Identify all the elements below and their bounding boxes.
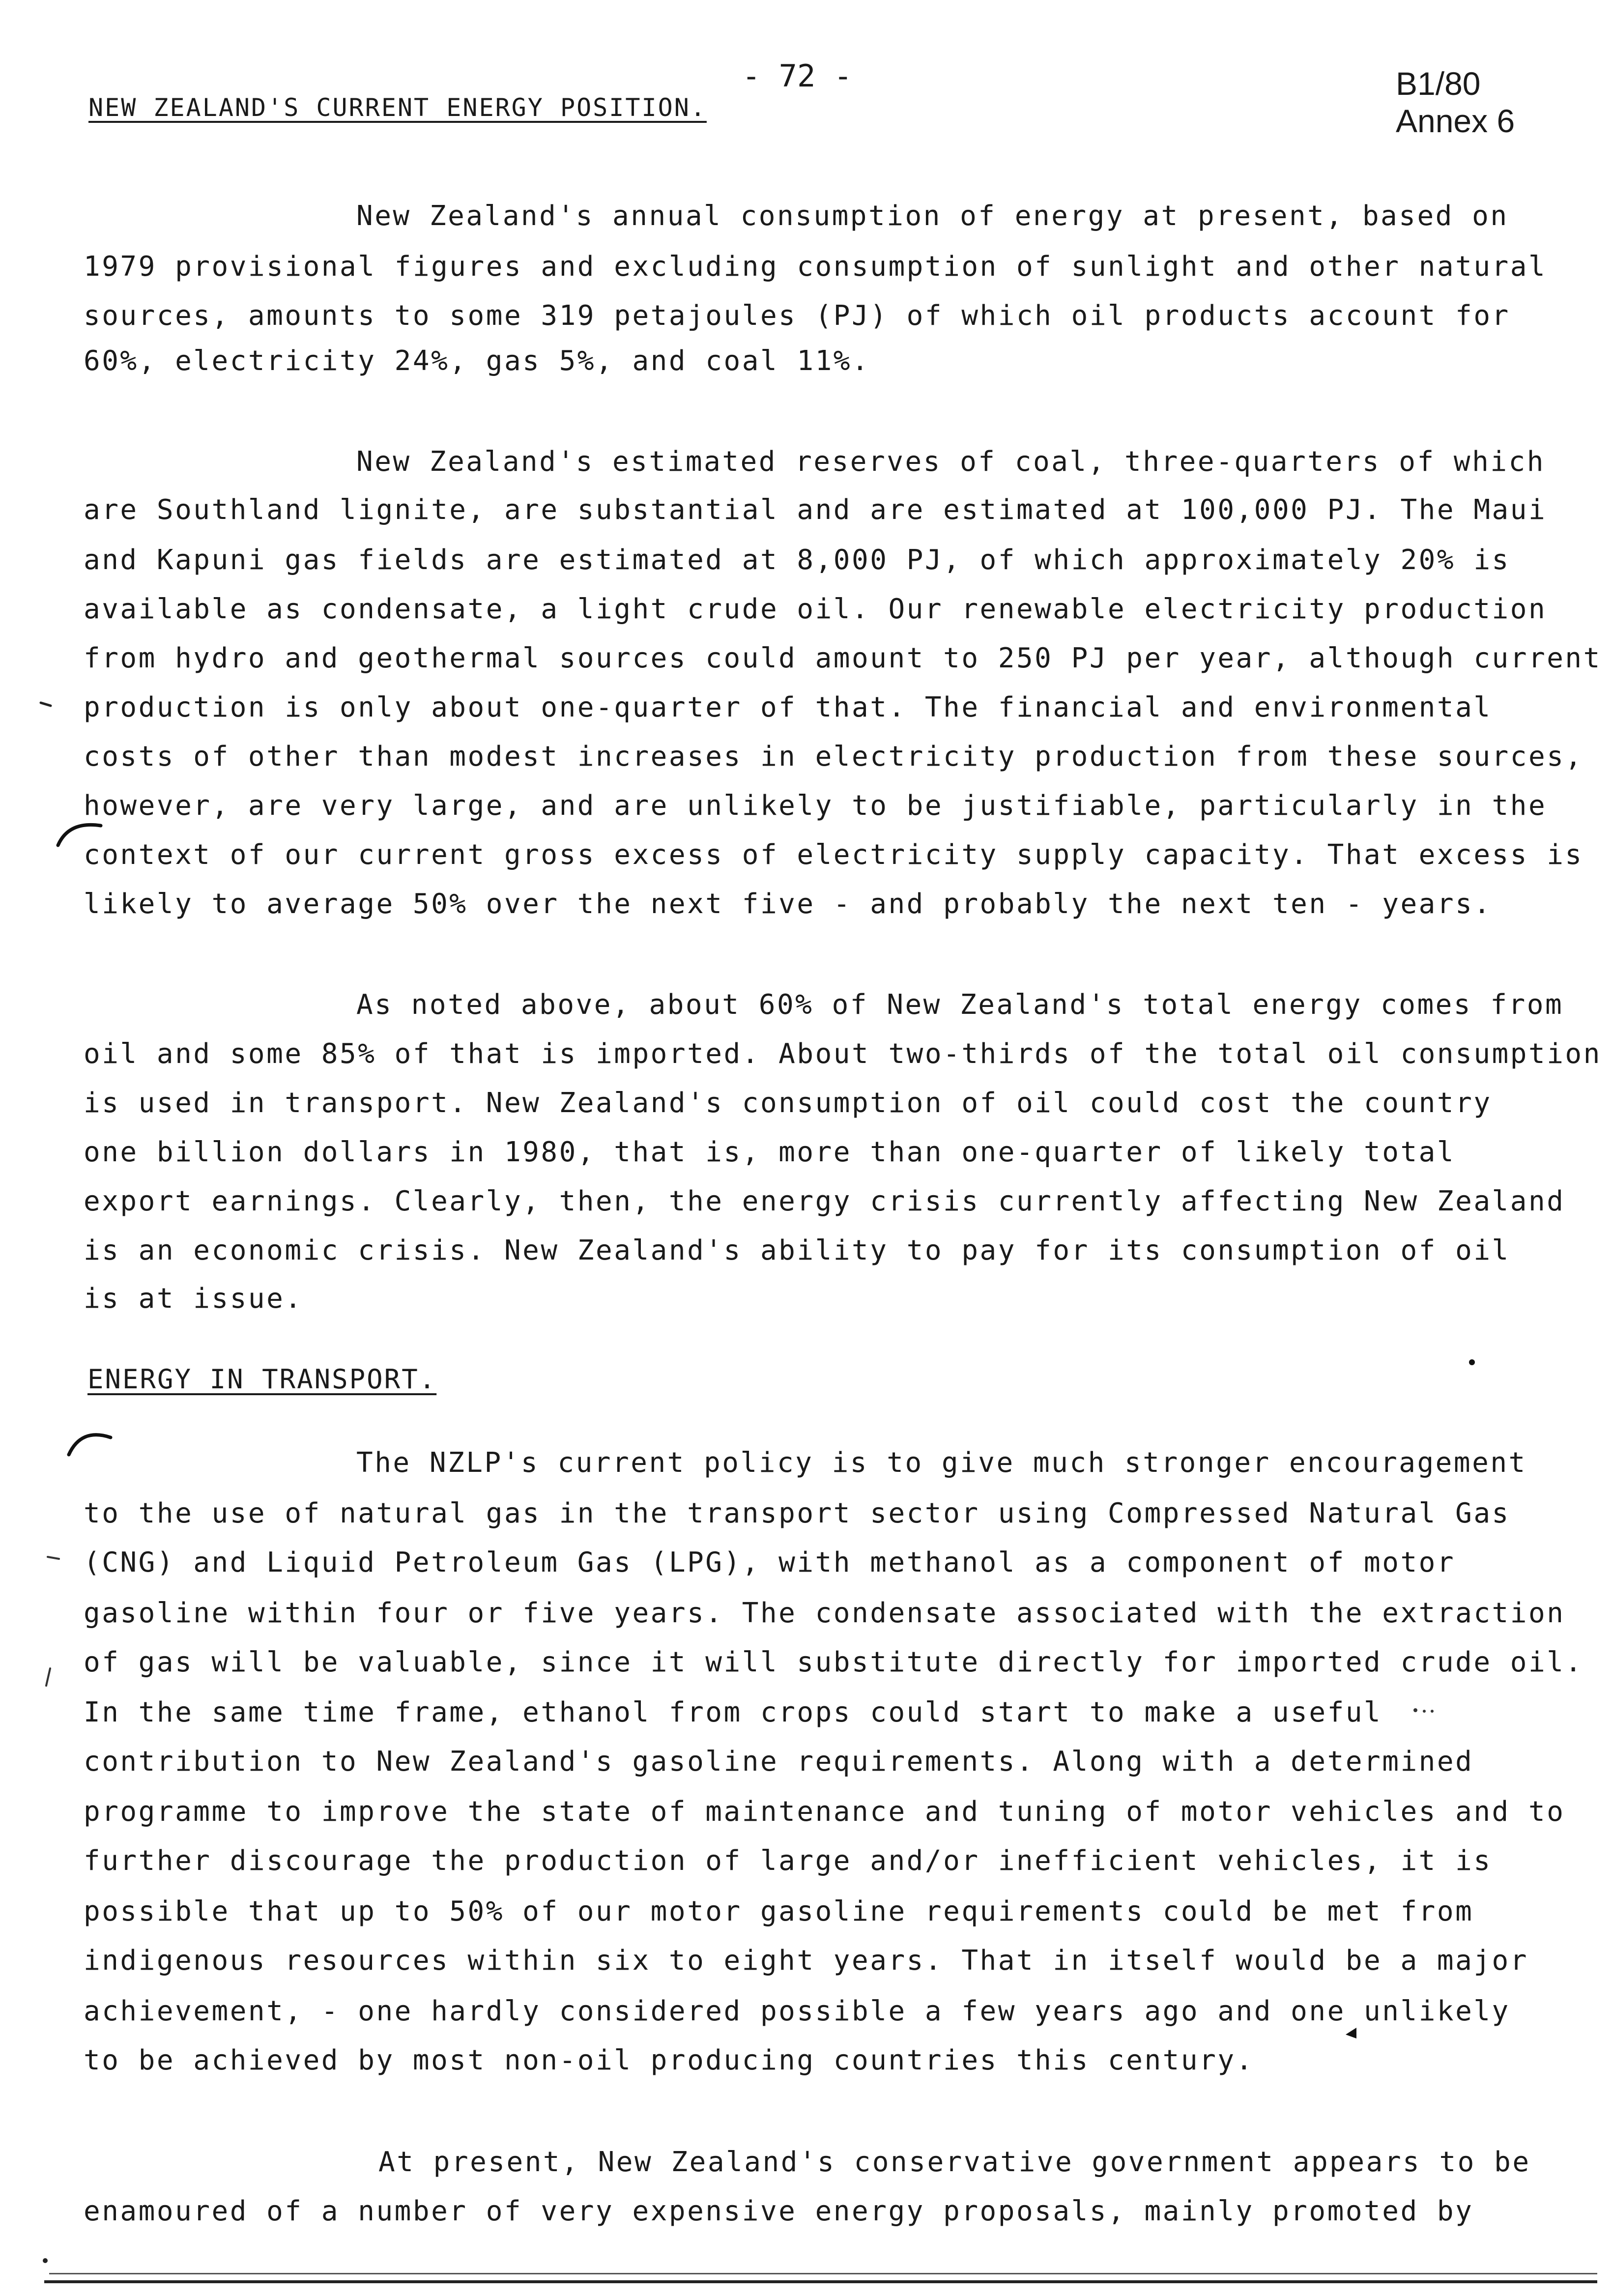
paragraph-line: At present, New Zealand's conservative government appears to be	[378, 2146, 1531, 2178]
page-bottom-rule	[44, 2280, 1597, 2283]
paragraph-line: gasoline within four or five years. The condensate associated with the extraction	[84, 1597, 1565, 1629]
scan-dot	[1467, 1357, 1477, 1367]
document-title: NEW ZEALAND'S CURRENT ENERGY POSITION.	[88, 93, 707, 122]
paragraph-line: enamoured of a number of very expensive energy proposals, mainly promoted by	[84, 2195, 1474, 2227]
scan-dot	[1342, 2024, 1361, 2043]
paragraph-line: possible that up to 50% of our motor gasoline requirements could be met from	[84, 1895, 1474, 1927]
paragraph-line: likely to average 50% over the next five - and probably the next ten - years.	[84, 888, 1492, 920]
paragraph-line: 60%, electricity 24%, gas 5%, and coal 11%.	[84, 345, 870, 377]
section-heading: ENERGY IN TRANSPORT.	[87, 1364, 437, 1395]
paragraph-line: one billion dollars in 1980, that is, more than one-quarter of likely total	[84, 1136, 1456, 1168]
paragraph-line: production is only about one-quarter of that. The financial and environmental	[84, 691, 1492, 723]
page-bottom-rule	[49, 2273, 1597, 2274]
reference-block	[1396, 65, 1515, 140]
paragraph-line: sources, amounts to some 319 petajoules (PJ) of which oil products account for	[84, 300, 1510, 332]
paragraph-line: As noted above, about 60% of New Zealand's total energy comes from	[356, 989, 1564, 1021]
margin-tick-mark	[40, 1666, 60, 1691]
scan-dot	[40, 2256, 50, 2266]
paragraph-line: are Southland lignite, are substantial and are estimated at 100,000 PJ. The Maui	[84, 494, 1547, 526]
paragraph-line: and Kapuni gas fields are estimated at 8,000 PJ, of which approximately 20% is	[84, 544, 1510, 576]
margin-tick-mark	[38, 697, 58, 712]
paragraph-line: export earnings. Clearly, then, the energy crisis currently affecting New Zealand	[84, 1185, 1565, 1217]
paragraph-line: is at issue.	[84, 1283, 303, 1315]
margin-tick-mark	[45, 1552, 65, 1567]
paragraph-line: further discourage the production of large and/or inefficient vehicles, it is	[84, 1845, 1492, 1877]
paragraph-line: of gas will be valuable, since it will substitute directly for imported crude oil.	[84, 1646, 1583, 1678]
paragraph-line: New Zealand's annual consumption of energy at present, based on	[356, 200, 1509, 232]
paragraph-line: programme to improve the state of maintenance and tuning of motor vehicles and to	[84, 1796, 1565, 1828]
annex-label: Annex 6	[1396, 103, 1515, 139]
reference-code: B1/80	[1396, 65, 1481, 102]
paragraph-line: New Zealand's estimated reserves of coal, three-quarters of which	[356, 446, 1545, 478]
paragraph-line: contribution to New Zealand's gasoline requirements. Along with a determined	[84, 1746, 1474, 1778]
paragraph-line: costs of other than modest increases in electricity production from these sources,	[84, 741, 1583, 773]
paragraph-line: is an economic crisis. New Zealand's ability to pay for its consumption of oil	[84, 1234, 1510, 1266]
paragraph-line: oil and some 85% of that is imported. About two-thirds of the total oil consumption	[84, 1038, 1602, 1070]
paragraph-line: from hydro and geothermal sources could amount to 250 PJ per year, although current	[84, 642, 1602, 674]
paragraph-line: however, are very large, and are unlikely to be justifiable, particularly in the	[84, 790, 1547, 822]
page-number: - 72 -	[742, 58, 852, 94]
paragraph-line: context of our current gross excess of electricity supply capacity. That excess is	[84, 839, 1583, 871]
paragraph-line: to be achieved by most non-oil producing countries this century.	[84, 2044, 1254, 2076]
paragraph-line: 1979 provisional figures and excluding consumption of sunlight and other natural	[84, 251, 1547, 283]
paragraph-line: to the use of natural gas in the transport sector using Compressed Natural Gas	[84, 1497, 1510, 1529]
paragraph-line: The NZLP's current policy is to give much stronger encouragement	[356, 1447, 1527, 1479]
scan-dot	[1410, 1705, 1440, 1715]
margin-bracket-mark	[64, 1425, 118, 1464]
paragraph-line: available as condensate, a light crude oil. Our renewable electricity production	[84, 593, 1547, 625]
paragraph-line: achievement, - one hardly considered possible a few years ago and one unlikely	[84, 1995, 1510, 2027]
paragraph-line: In the same time frame, ethanol from crops could start to make a useful	[84, 1696, 1382, 1728]
paragraph-line: (CNG) and Liquid Petroleum Gas (LPG), with methanol as a component of motor	[84, 1547, 1456, 1578]
margin-bracket-mark	[54, 811, 108, 855]
paragraph-line: indigenous resources within six to eight years. That in itself would be a major	[84, 1945, 1528, 1977]
paragraph-line: is used in transport. New Zealand's consumption of oil could cost the country	[84, 1087, 1492, 1119]
